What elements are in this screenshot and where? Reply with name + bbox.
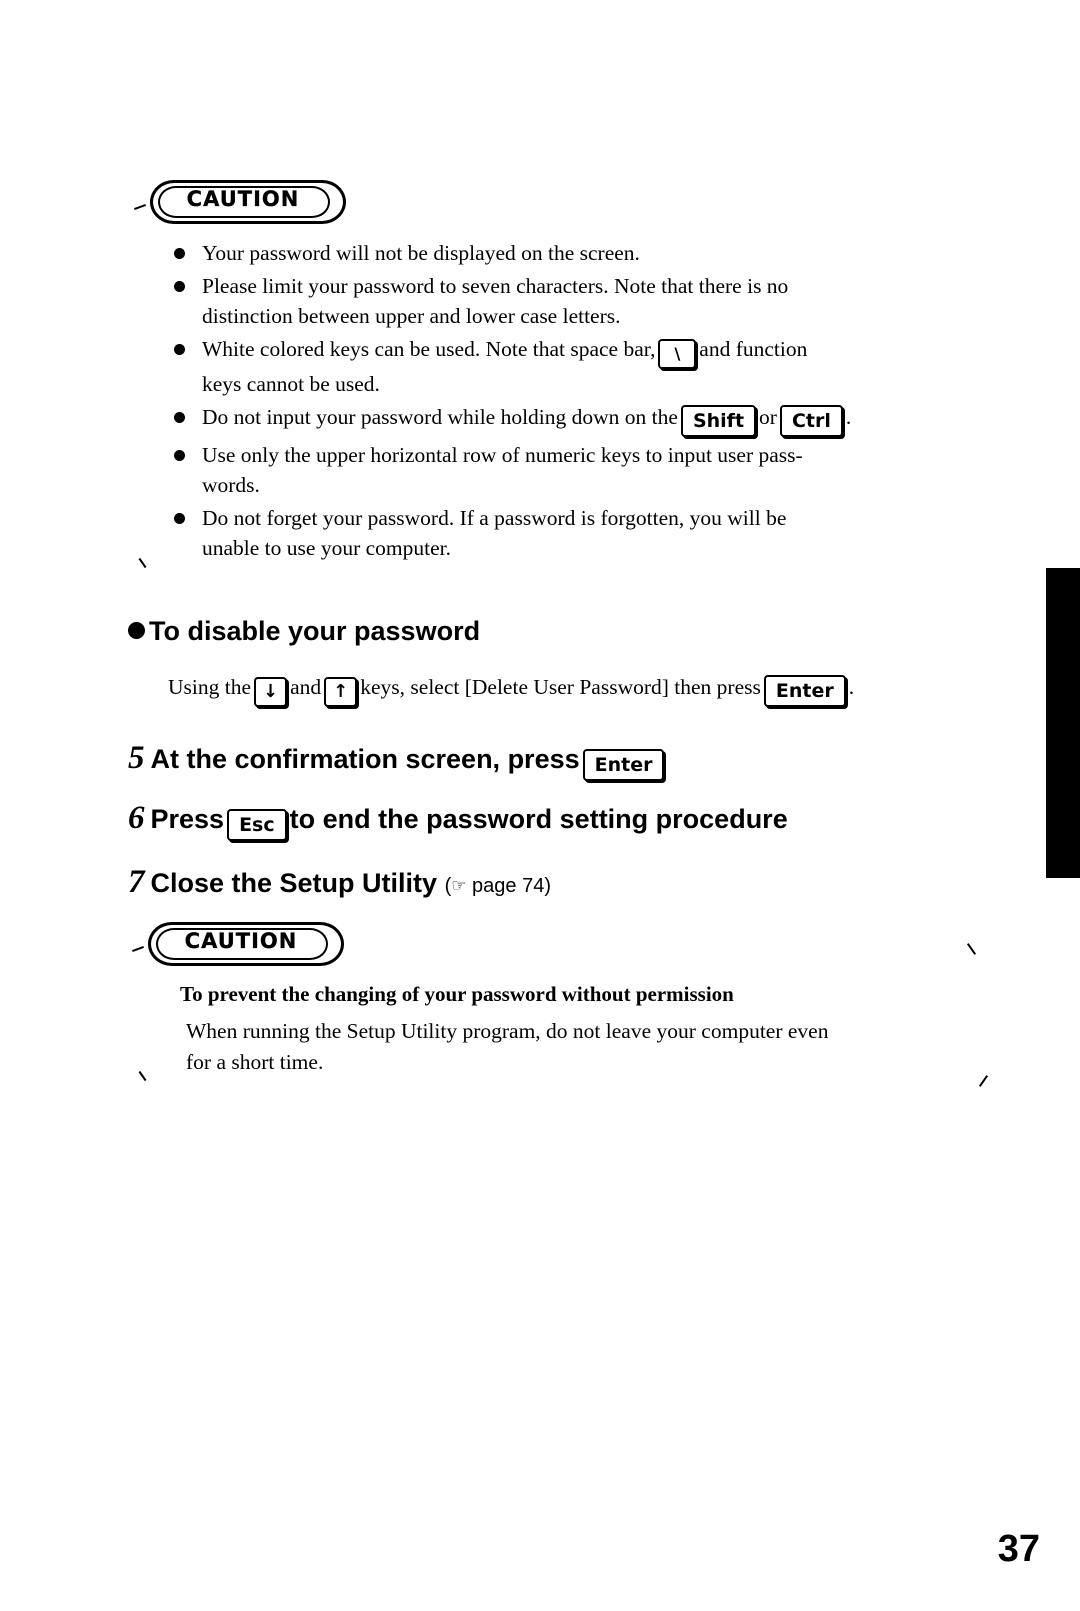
instruction-post: . bbox=[848, 675, 855, 699]
bullet-dot-icon bbox=[174, 412, 185, 423]
step-5-number: 5 bbox=[128, 740, 145, 776]
step-7-number: 7 bbox=[128, 864, 145, 900]
caution-label: CAUTION bbox=[184, 929, 298, 953]
step-7 bbox=[128, 864, 551, 901]
bullet-text-mid: or bbox=[759, 405, 777, 429]
step-6-number: 6 bbox=[128, 800, 145, 836]
bullet-dot-icon bbox=[174, 344, 185, 355]
bullet-text: Do not input your password while holding down on the bbox=[202, 405, 678, 429]
heading-bullet-icon bbox=[128, 622, 145, 639]
instruction-pre: Using the bbox=[168, 675, 252, 699]
key-backslash: \ bbox=[658, 339, 696, 369]
bullet-dot-icon bbox=[174, 450, 185, 461]
key-esc: Esc bbox=[227, 809, 287, 841]
caution-label: CAUTION bbox=[186, 187, 300, 211]
step-5-text: At the confirmation screen, press bbox=[150, 744, 580, 774]
caution-tick-mark bbox=[134, 204, 146, 210]
bullet-text-tail: and function bbox=[699, 337, 808, 361]
caution2-body bbox=[186, 1016, 996, 1078]
ref-page: page 74 bbox=[472, 875, 545, 897]
key-arrow-down: ↓ bbox=[254, 677, 287, 707]
step-6 bbox=[128, 800, 788, 841]
caution-tick-mark bbox=[132, 946, 144, 952]
section-heading-text: To disable your password bbox=[149, 616, 481, 646]
step-5 bbox=[128, 740, 667, 781]
bullet-text: White colored keys can be used. Note that space bar, bbox=[202, 337, 656, 361]
list-item bbox=[168, 238, 988, 268]
pointing-hand-icon: ☞ bbox=[451, 876, 467, 896]
step-6-text-pre: Press bbox=[150, 804, 225, 834]
list-item bbox=[168, 440, 988, 500]
bullet-dot-icon bbox=[174, 248, 185, 259]
key-enter: Enter bbox=[764, 675, 846, 707]
step-6-text-post: to end the password setting procedure bbox=[289, 804, 788, 834]
key-ctrl: Ctrl bbox=[780, 405, 843, 437]
caution2-body-line-2: for a short time. bbox=[186, 1050, 324, 1074]
list-item bbox=[168, 334, 988, 399]
key-arrow-up: ↑ bbox=[324, 677, 357, 707]
bullet-text: Please limit your password to seven characters. Note that there is no bbox=[202, 274, 789, 298]
bullet-text: Use only the upper horizontal row of numeric keys to input user pass- bbox=[202, 443, 803, 467]
list-item bbox=[168, 503, 988, 563]
bullet-dot-icon bbox=[174, 281, 185, 292]
caution-banner-top bbox=[150, 180, 350, 226]
scan-artifact-2 bbox=[139, 1071, 147, 1081]
bullet-text-cont: words. bbox=[202, 473, 260, 497]
bullet-text-cont: distinction between upper and lower case letters. bbox=[202, 304, 621, 328]
instruction-mid-1: and bbox=[290, 675, 322, 699]
caution2-title: To prevent the changing of your password without permission bbox=[180, 982, 734, 1006]
list-item bbox=[168, 402, 988, 437]
step-7-reference bbox=[445, 875, 551, 897]
scan-artifact-4 bbox=[967, 943, 976, 955]
disable-password-instruction bbox=[168, 672, 854, 707]
bullet-text-cont: unable to use your computer. bbox=[202, 536, 451, 560]
bullet-text: Your password will not be displayed on the screen. bbox=[202, 241, 640, 265]
bullet-text: Do not forget your password. If a password is forgotten, you will be bbox=[202, 506, 787, 530]
list-item bbox=[168, 271, 988, 331]
caution-banner-bottom bbox=[148, 922, 348, 968]
ref-paren-open: ( bbox=[444, 875, 452, 897]
section-heading-disable-password bbox=[128, 616, 480, 647]
bullet-dot-icon bbox=[174, 513, 185, 524]
instruction-mid-2: keys, select [Delete User Password] then press bbox=[360, 675, 761, 699]
page-edge-tab bbox=[1046, 568, 1080, 878]
key-enter: Enter bbox=[583, 749, 665, 781]
bullet-text-tail: . bbox=[845, 405, 852, 429]
ref-paren-close: ) bbox=[544, 875, 552, 897]
step-7-text: Close the Setup Utility bbox=[150, 868, 438, 898]
key-shift: Shift bbox=[681, 405, 756, 437]
page-number: 37 bbox=[997, 1528, 1040, 1570]
bullet-text-cont: keys cannot be used. bbox=[202, 372, 380, 396]
scan-artifact-1 bbox=[139, 558, 147, 568]
caution2-body-line-1: When running the Setup Utility program, do not leave your computer even bbox=[186, 1019, 829, 1043]
caution-bullet-list bbox=[168, 238, 988, 566]
